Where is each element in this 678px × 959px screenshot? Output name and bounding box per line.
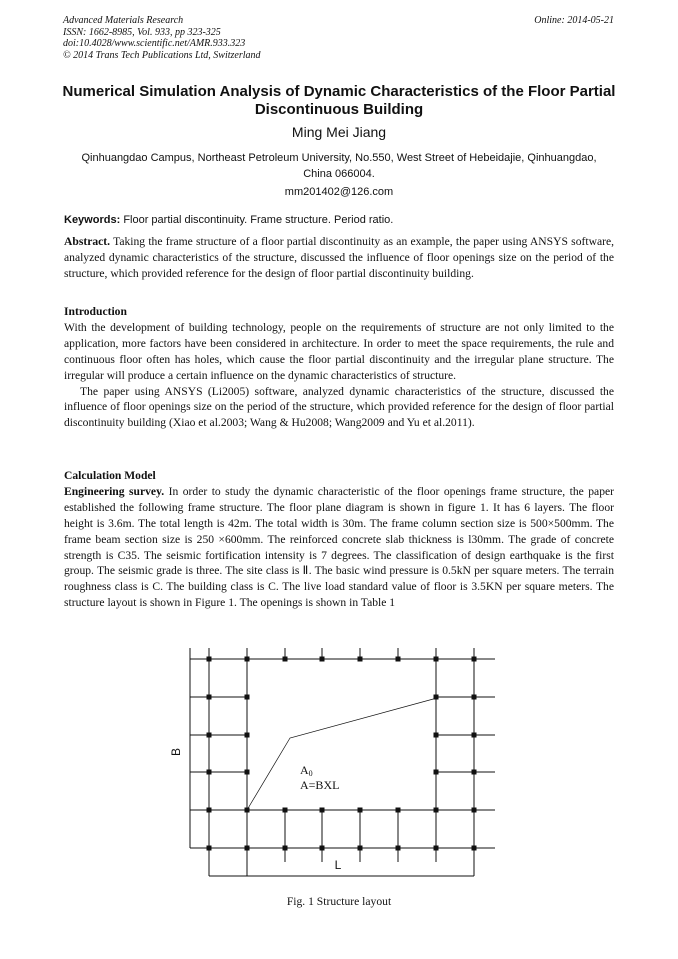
column-node (245, 770, 250, 775)
dimension-label-b: B (169, 747, 183, 757)
introduction-section (64, 304, 614, 431)
column-node (472, 733, 477, 738)
keywords-line (64, 213, 624, 227)
column-node (434, 733, 439, 738)
column-node (472, 846, 477, 851)
frame-grid (190, 648, 495, 876)
introduction-paragraph-1: With the development of building technology, people on the requirements of structure are not only limited to the application, more factors have been considered in architecture. In order to meet the space requirements, the rule and continuous floor often has holes, which cause the floor partial discontinuity and the irregular plane structure. The irregular will produce a certain influence on the dynamic characteristics of structure. (64, 320, 614, 382)
column-node (283, 846, 288, 851)
engineering-survey-text: In order to study the dynamic characteristic of the floor openings frame structure, the paper established the following frame structure. The floor plane diagram is shown in figure 1. It has 6 layers. The floor height is 3.6m. The total length is 42m. The total width is 30m. The frame column section size is 500×500mm. The frame beam section size is 250 ×600mm. The reinforced concrete slab thickness is l30mm. The grade of concrete strength is C35. The seismic fortification intensity is 7 degrees. The classification of design earthquake is the first group. The seismic grade is three. The site class is Ⅱ. The basic wind pressure is 0.5kN per square meters. The terrain roughness class is C. The building class is C. The live load standard value of floor is 3.5KN per square meters. The structure layout is shown in Figure 1. The openings is shown in Table 1 (64, 484, 615, 610)
column-node (207, 657, 212, 662)
column-node (283, 657, 288, 662)
column-node (207, 770, 212, 775)
affiliation: Qinhuangdao Campus, Northeast Petroleum University, No.550, West Street of Hebeidajie, Qinhuangdao, China 066004. (81, 152, 597, 180)
column-node (245, 695, 250, 700)
paper-title: Numerical Simulation Analysis of Dynamic Characteristics of the Floor Partial Discontinuous Building (62, 83, 616, 118)
column-node (472, 695, 477, 700)
column-node (207, 808, 212, 813)
column-node (396, 808, 401, 813)
column-node (283, 808, 288, 813)
column-node (320, 846, 325, 851)
calculation-model-section (64, 468, 614, 611)
dimension-label-l: L (334, 858, 342, 872)
column-node (320, 657, 325, 662)
column-node (396, 657, 401, 662)
author-name: Ming Mei Jiang (291, 124, 387, 140)
column-node (396, 846, 401, 851)
structure-layout-figure (150, 640, 530, 890)
column-node (245, 733, 250, 738)
copyright-line: © 2014 Trans Tech Publications Ltd, Switzerland (63, 49, 261, 61)
column-node (207, 695, 212, 700)
author-email[interactable]: mm201402@126.com (284, 186, 394, 198)
abstract-section (64, 234, 614, 282)
online-date: Online: 2014-05-21 (534, 15, 614, 26)
column-node (358, 808, 363, 813)
column-node (434, 808, 439, 813)
column-node (434, 770, 439, 775)
keywords-text: Floor partial discontinuity. Frame structure. Period ratio. (123, 214, 394, 226)
column-node (434, 657, 439, 662)
journal-name: Advanced Materials Research (63, 15, 184, 26)
opening-area-label: A=BXL (300, 778, 340, 792)
opening-label-a0: A0 (300, 763, 313, 778)
column-node (472, 657, 477, 662)
engineering-survey-label: Engineering survey. (64, 484, 165, 498)
column-node (472, 770, 477, 775)
column-node (320, 808, 325, 813)
introduction-paragraph-2: The paper using ANSYS (Li2005) software, analyzed dynamic characteristics of the structure, discussed the influence of floor openings size on the period of the structure, which provided reference for the design of floor partial discontinuity building (Xiao et al.2003; Wang & Hu2008; Wang2009 and Yu et al.2011). (64, 384, 614, 430)
journal-header (63, 15, 261, 61)
figure-caption: Fig. 1 Structure layout (286, 895, 392, 908)
column-node (207, 733, 212, 738)
opening-polyline (247, 698, 437, 810)
abstract-label: Abstract. (64, 235, 111, 248)
keywords-label: Keywords: (64, 214, 121, 226)
doi-line[interactable]: doi:10.4028/www.scientific.net/AMR.933.323 (63, 38, 246, 49)
introduction-heading: Introduction (64, 305, 127, 318)
column-node (245, 657, 250, 662)
column-node (472, 808, 477, 813)
column-node (358, 846, 363, 851)
column-node (245, 846, 250, 851)
abstract-text: Taking the frame structure of a floor partial discontinuity as an example, the paper using ANSYS software, analyzed dynamic characteristics of the structure, discussed the influence of floor openings size on the period of the structure, which provided reference for the design of floor partial discontinuity building. (64, 235, 614, 280)
issn-line: ISSN: 1662-8985, Vol. 933, pp 323-325 (63, 26, 221, 38)
column-node (207, 846, 212, 851)
column-node (358, 657, 363, 662)
column-node (434, 846, 439, 851)
calculation-heading: Calculation Model (64, 469, 156, 482)
